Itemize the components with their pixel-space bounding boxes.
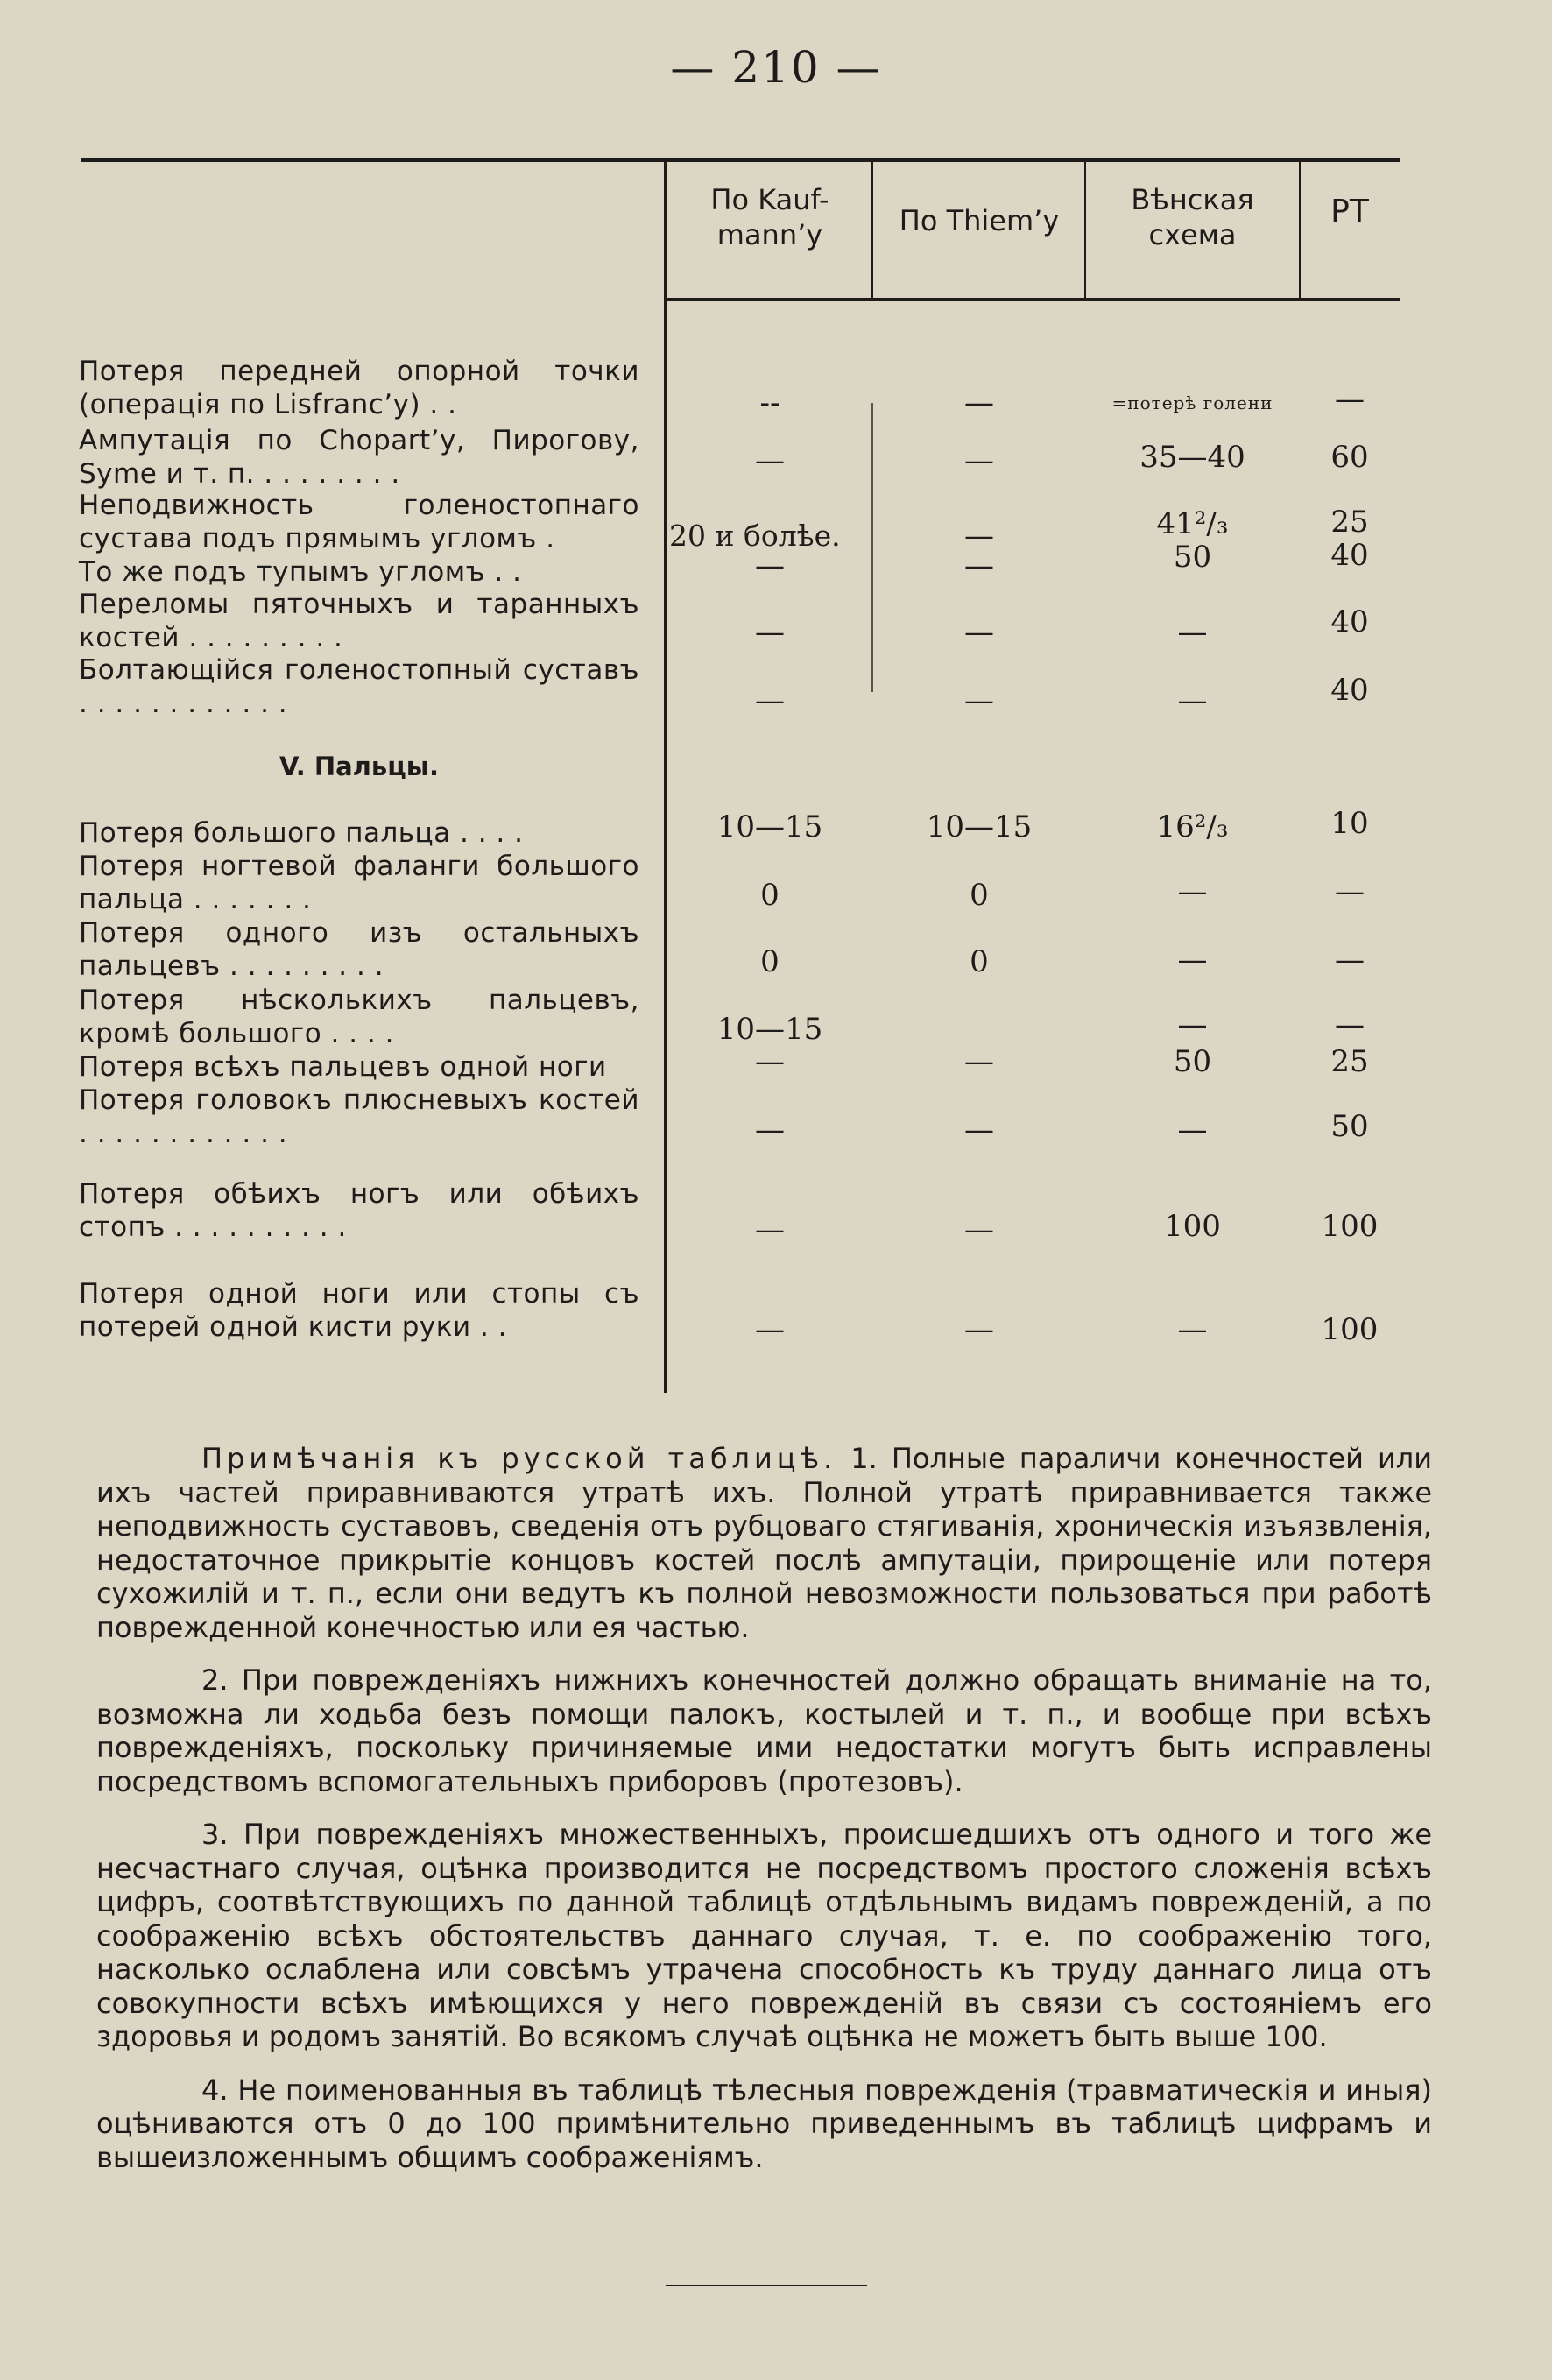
cell-vienna: — [1177,615,1208,650]
cell-kaufmann: — [755,1112,785,1148]
cell-pt: 50 [1330,1109,1369,1144]
cell-kaufmann: — [755,1044,785,1079]
cell-pt: — [1335,382,1365,417]
closing-rule [666,2285,867,2286]
cell-pt: 25 [1330,1044,1369,1079]
cell-kaufmann: — [755,683,785,718]
column-rule-3 [1299,160,1301,300]
cell-vienna: 16²/₃ [1156,809,1229,844]
page-number: — 210 — [670,42,882,93]
cell-vienna: — [1177,943,1208,978]
cell-pt: 100 [1321,1209,1379,1244]
cell-thiem: — [964,1212,994,1247]
cell-kaufmann: — [755,1312,785,1347]
cell-vienna: — [1177,874,1208,909]
cell-kaufmann: 0 [760,944,780,979]
cell-kaufmann: 10—15 [716,1012,823,1047]
header-bottom-rule [666,298,1400,301]
cell-thiem: — [964,548,994,583]
row-label: Потеря передней опорной точки (операція по Lisfranc’у) . . [79,356,639,420]
header-kaufmann: По Kauf- mann’у [710,183,829,251]
cell-kaufmann: -- [759,385,780,420]
note-2: 2. При поврежденіяхъ нижнихъ конечностей должно обращать вниманіе на то, возможна ли ходьба безъ помощи палокъ, костылей и т. п., и вообще при всѣхъ поврежденіяхъ, поскольку причиняемые ими недостатки могутъ быть исправлены посредствомъ вспомогательныхъ приборовъ (протезовъ). [96,1663,1432,1798]
row-label: Потеря большого пальца . . . . [79,817,524,849]
row-label: Потеря одной ноги или стопы съ потерей одной кисти руки . . [79,1278,639,1343]
cell-vienna: =потерѣ голени [1111,392,1273,413]
cell-kaufmann: 0 [760,878,780,913]
cell-thiem: — [964,1044,994,1079]
cell-pt: — [1335,874,1365,909]
cell-pt: 60 [1330,440,1369,475]
cell-pt: 40 [1330,604,1369,639]
cell-vienna: — [1177,1112,1208,1148]
row-label: Потеря ногтевой фаланги большого пальца . . . . . . . [79,851,639,915]
row-label: Потеря нѣсколькихъ пальцевъ, кромѣ большого . . . . [79,985,639,1049]
note-3: 3. При поврежденіяхъ множественныхъ, происшедшихъ отъ одного и того же несчастнаго случая, оцѣнка производится не посредствомъ простого сложенія всѣхъ цифръ, соотвѣтствующихъ по данной таблицѣ отдѣльнымъ видамъ поврежденій, а по соображенію всѣхъ обстоятельствъ даннаго случая, т. е. по соображенію того, насколько ослаблена или совсѣмъ утрачена способность къ труду даннаго лица отъ совокупности всѣхъ имѣющихся у него поврежденій въ связи съ состояніемъ его здоровья и родомъ занятій. Во всякомъ случаѣ оцѣнка не можетъ быть выше 100. [96,1818,1432,2053]
cell-vienna: 50 [1173,1044,1212,1079]
cell-kaufmann: 10—15 [716,809,823,844]
cell-kaufmann: — [755,1212,785,1247]
cell-vienna: 35—40 [1139,440,1245,475]
cell-thiem: 0 [970,944,989,979]
row-label: Ампутація по Chopart’у, Пирогову, Syme и т. п. . . . . . . . . [79,425,639,490]
cell-vienna: — [1177,683,1208,718]
header-vienna: Вѣнская схема [1131,183,1254,251]
cell-thiem: — [964,519,994,554]
cell-thiem: — [964,443,994,478]
cell-vienna: — [1177,1312,1208,1347]
note-1-text: 1. Полные параличи конечностей или ихъ частей приравниваются утратѣ ихъ. Полной утратѣ приравнивается также неподвижность суставовъ, сведенія отъ рубцоваго стягиванія, хроническія изъязвленія, недостаточное прикрытіе концовъ костей послѣ ампутаціи, прирощеніе или потеря сухожилій и т. п., если они ведутъ къ полной невозможности пользоваться при работѣ поврежденной конечностью или ея частью. [96,1442,1432,1644]
cell-vienna: 50 [1173,540,1212,575]
header-thiem: По Thiem’у [899,204,1060,237]
section-heading: V. Пальцы. [279,752,439,781]
notes-heading: Примѣчанія къ русской таблицѣ. [201,1442,837,1475]
table-notes [96,1442,1432,2193]
row-label: Неподвижность голеностопнаго сустава подъ прямымъ угломъ . [79,490,639,554]
cell-thiem: — [964,385,994,420]
row-label: Потеря обѣихъ ногъ или обѣихъ стопъ . . . . . . . . . . [79,1178,639,1243]
cell-pt: 40 [1330,538,1369,573]
row-label: Болтающійся голеностопный суставъ . . . . . . . . . . . . [79,654,639,719]
cell-thiem: 0 [970,878,989,913]
cell-pt: — [1335,943,1365,978]
cell-kaufmann: — [755,548,785,583]
cell-vienna: — [1177,1007,1208,1042]
cell-pt: — [1335,1007,1365,1042]
cell-kaufmann: — [755,443,785,478]
row-label: Потеря одного изъ остальныхъ пальцевъ . . . . . . . . . [79,917,639,982]
row-label: Переломы пяточныхъ и таранныхъ костей . . . . . . . . . [79,589,639,653]
note-1 [96,1442,1432,1644]
note-4: 4. Не поименованныя въ таблицѣ тѣлесныя поврежденія (травматическія и иныя) оцѣниваются отъ 0 до 100 примѣнительно приведеннымъ въ таблицѣ цифрамъ и вышеизложеннымъ общимъ соображеніямъ. [96,2073,1432,2174]
column-rule-1 [871,160,873,300]
header-pt: PT [1330,194,1369,230]
row-label: Потеря головокъ плюсневыхъ костей . . . . . . . . . . . . [79,1084,639,1149]
cell-thiem: — [964,683,994,718]
row-label: Потеря всѣхъ пальцевъ одной ноги [79,1051,607,1083]
cell-thiem: 10—15 [926,809,1033,844]
cell-vienna: 100 [1164,1209,1221,1244]
cell-pt: 25 [1330,505,1369,540]
cell-pt: 10 [1330,806,1369,841]
cell-vienna: 41²/₃ [1156,506,1229,541]
cell-thiem: — [964,1112,994,1148]
cell-kaufmann: — [755,615,785,650]
cell-kaufmann: 20 и болѣе. [669,519,841,553]
table-top-rule [81,158,1400,162]
cell-pt: 100 [1321,1312,1379,1347]
cell-pt: 40 [1330,673,1369,708]
label-column-rule [664,158,667,1393]
row-label: То же подъ тупымъ угломъ . . [79,556,522,588]
cell-thiem: — [964,615,994,650]
cell-thiem: — [964,1312,994,1347]
